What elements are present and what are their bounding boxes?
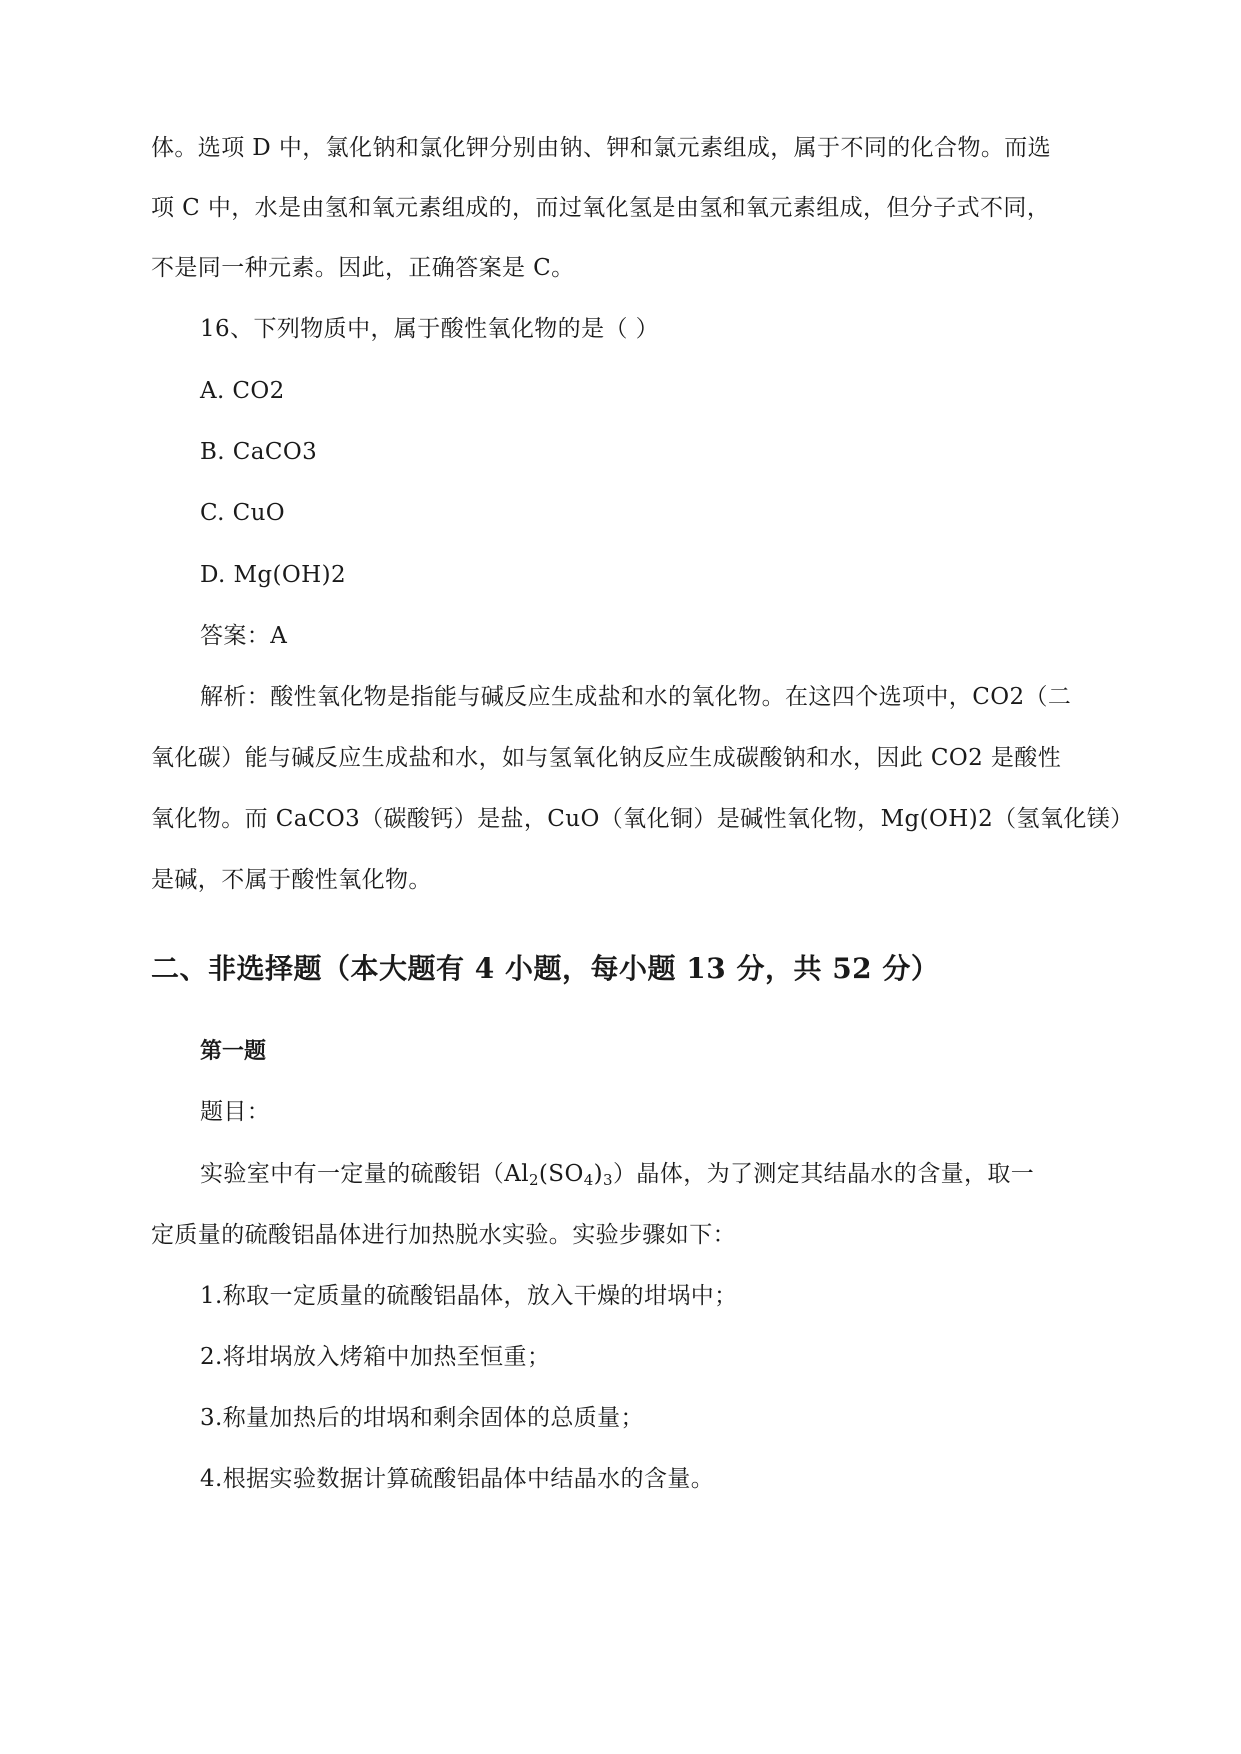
question-label: 题目： bbox=[200, 1099, 271, 1125]
step-item: 1.称取一定质量的硫酸铝晶体，放入干燥的坩埚中； bbox=[200, 1283, 738, 1309]
question-title: 第一题 bbox=[200, 1038, 267, 1064]
option-d: D. Mg(OH)2 bbox=[200, 562, 347, 588]
analysis-line: 解析：酸性氧化物是指能与碱反应生成盐和水的氧化物。在这四个选项中，CO2（二 bbox=[200, 684, 1072, 710]
option-b: B. CaCO3 bbox=[200, 439, 318, 465]
question-stem-line: 实验室中有一定量的硫酸铝$(Al_2(SO_4)_3)$晶体，为了测定其结晶水的含量，取一 bbox=[200, 1161, 1035, 1189]
analysis-line: 是碱，不属于酸性氧化物。 bbox=[151, 867, 432, 893]
answer-line: 答案：A bbox=[200, 623, 288, 649]
question-stem-line: 定质量的硫酸铝晶体进行加热脱水实验。实验步骤如下： bbox=[151, 1222, 736, 1248]
step-item: 4.根据实验数据计算硫酸铝晶体中结晶水的含量。 bbox=[200, 1466, 715, 1492]
explanation-line: 项 C 中，水是由氢和氧元素组成的，而过氧化氢是由氢和氧元素组成，但分子式不同， bbox=[151, 195, 1051, 221]
analysis-line: 氧化物。而 CaCO3（碳酸钙）是盐，CuO（氧化铜）是碱性氧化物，Mg(OH)2（氢氧化镁） bbox=[151, 806, 1134, 832]
explanation-line: 不是同一种元素。因此，正确答案是 C。 bbox=[151, 255, 575, 281]
explanation-line: 体。选项 D 中，氯化钠和氯化钾分别由钠、钾和氯元素组成，属于不同的化合物。而选 bbox=[151, 135, 1052, 161]
option-c: C. CuO bbox=[200, 500, 286, 526]
step-item: 2.将坩埚放入烤箱中加热至恒重； bbox=[200, 1344, 551, 1370]
option-a: A. CO2 bbox=[200, 378, 285, 404]
analysis-line: 氧化碳）能与碱反应生成盐和水，如与氢氧化钠反应生成碳酸钠和水，因此 CO2 是酸性 bbox=[151, 745, 1062, 771]
question-stem: 16、下列物质中，属于酸性氧化物的是（ ） bbox=[200, 316, 659, 342]
step-item: 3.称量加热后的坩埚和剩余固体的总质量； bbox=[200, 1405, 644, 1431]
section-heading: 二、非选择题（本大题有 4 小题，每小题 13 分，共 52 分） bbox=[151, 952, 940, 985]
